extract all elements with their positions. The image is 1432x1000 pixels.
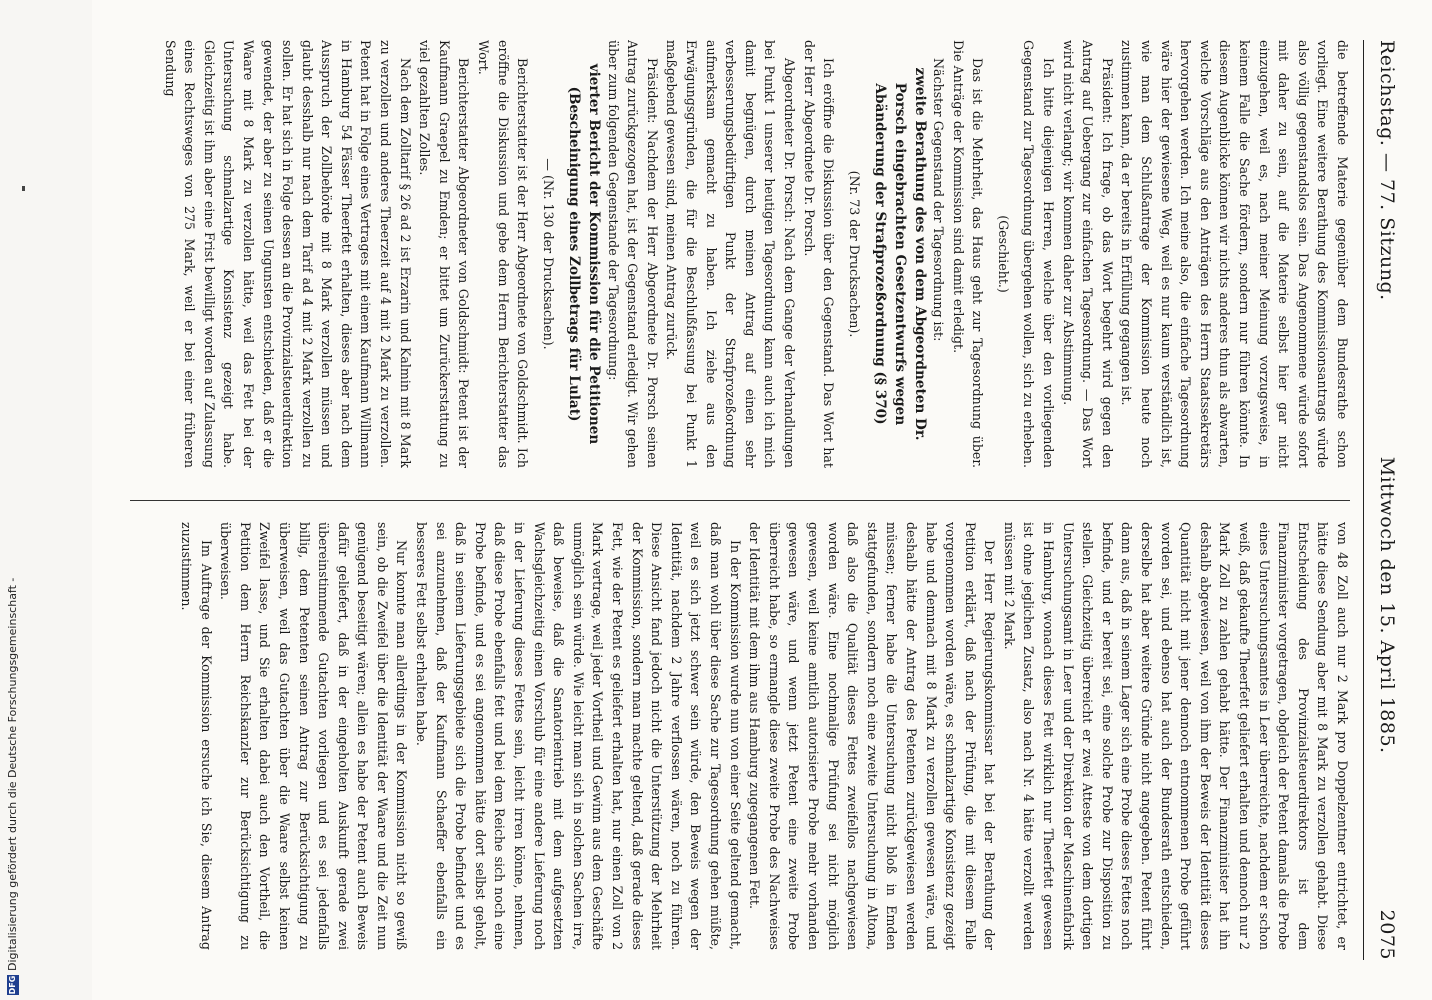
paragraph: Im Auftrage der Kommission ersuche ich Sie, diesem Antrag zuzustimmen. — [178, 522, 214, 950]
scan-speck — [22, 186, 25, 191]
page-number: 2075 — [1376, 909, 1398, 960]
credit-text: Digitalisierung gefördert durch die Deutsche Forschungsgemeinschaft - — [6, 577, 19, 971]
column-divider — [130, 500, 1350, 501]
paragraph: Nächster Gegenstand der Tagesordnung ist: — [931, 58, 947, 342]
paragraph: Präsident: Nachdem der Herr Abgeordnete Dr. Porsch seinen Antrag zurückgezogen hat, ist der Gegenstand erledigt. Wir gehen über zum folgenden Gegenstande der Tagesordnung: — [605, 40, 660, 468]
paragraph: die betreffende Materie gegenüber dem Bundesrathe schon vorliegt. Eine weitere Berathung des Kommissionsantrags würde also völlig gegenstandslos sein. Das Angenommene würde sofort mit daher zu sein, auf die Materie selbst hier gar nicht einzugehen, weil es, nach meiner Meinung vorzugsweise, in keinem Falle die Sache fördern, sondern nur führen könnte. In diesem Augenblicke können wir nichts anderes thun als abwarten, welche Vorschläge aus den Anträgen des Herrn Staatssekretärs hervorgehen werden. Ich meine also, die einfache Tagesordnung wäre hier der gewiesene Weg, weil es nur kaum verständlich ist, wie man dem Schlußantrage der Kommission heute noch zustimmen kann, da er bereits in Erfüllung gegangen ist. — [1119, 40, 1350, 468]
text-column-right — [122, 522, 1352, 950]
digitization-credit — [6, 578, 19, 995]
paragraph: von 48 Zoll auch nur 2 Mark pro Doppelzentner entrichtet, er hätte diese Sendung aber mit 8 Mark zu verzollen gehabt. Diese Entscheidung des Provinzialsteuerdirektors ist dem Finanzminister vorgetragen, obgleich der Petent damals die Probe eines Untersuchungsamtes in Leer überreichte, nachdem er schon weiß, daß gekaufte Theerfett geliefert erhalten und dennoch nur 2 Mark Zoll zu zahlen gehabt hätte. Der Finanzminister hat ihn deshalb abgewiesen, weil von ihm der Beweis der Identität dieses Quantität nicht mit jener dennoch entnommenen Probe geführt worden sei, und ebenso hat auch der Bundesrath entschieden, derselbe hat aber weitere Gründe nicht angegeben. Petent führt dann aus, daß in seinem Lager sich eine Probe dieses Fettes noch befinde, und er bereit sei, eine solche Probe zur Disposition zu stellen. Gleichzeitig überreicht er zwei Atteste von dem dortigen Untersuchungsamt in Leer und der Direktion der Maschinenfabrik in Hamburg, wonach dieses Fett wirklich nur Theerfett gewesen ist ohne jeglichen Zusatz, also nach Nr. 4 hätte verzollt werden müssen mit 2 Mark. — [1001, 522, 1350, 950]
paragraph: Das ist die Mehrheit, das Haus geht zur Tagesordnung über. Die Anträge der Kommission sind damit erledigt. — [950, 40, 986, 468]
paragraph: Ich eröffne die Diskussion über den Gegenstand. Das Wort hat der Herr Abgeordnete Dr. Porsch. — [801, 40, 837, 468]
paragraph: Nach dem Zolltarif § 26 ad 2 ist Erzarin und Kalmin mit 8 Mark zu verzollen und anderes Theerzeit auf 4 mit 2 Mark zu verzollen. Petent hat in Folge eines Vertrages mit einem Kaufmann Willmann in Hamburg 54 Fässer Theerfett erhalten, dieses aber nach dem Ausspruch der Zollbehörde mit 8 Mark verzollen müssen und glaubt desshalb nur nach dem Tarif ad 4 mit 2 Mark verzollen zu sollen. Er hat sich in Folge dessen an die Provinzialsteuerdirektion gewendet, der aber zu seinen Ungunsten entschieden, daß er die Waare mit 8 Mark zu verzollen hätte, weil das Fett bei der Untersuchung schmalzartige Konsistenz gezeigt habe. Gleichzeitig ist ihm aber eine Frist bewilligt worden auf Zulassung eines Rechtsweges von 275 Mark, weil er bei einer früheren Sendung — [162, 40, 413, 468]
text-column-left — [122, 40, 1352, 468]
dfg-logo: DFG — [7, 975, 17, 995]
paragraph: Abgeordneter Dr. Porsch: Nach dem Gange der Verhandlungen bei Punkt 1 unserer heutigen Tagesordnung kann auch ich mich damit begnügen, durch meinen Antrag auf einen sehr verbesserungsbedürftigen Punkt der Strafprozeßordnung aufmerksam gemacht zu haben. Ich ziehe aus den Erwägungsgründen, die für die Beschlußfassung bei Punkt 1 maßgebend gewesen sind, meinen Antrag zurück. — [664, 40, 797, 468]
paragraph: In der Kommission wurde nun von einer Seite geltend gemacht, daß man wohl über diese Sache zur Tagesordnung gehen müßte, weil es sich jetzt schwer sein würde, den Beweis wegen der Identität, nachdem 2 Jahre verflossen wären, noch zu führen. Diese Ansicht fand jedoch nicht die Unterstützung der Mehrheit der Kommission, sondern man machte geltend, daß gerade dieses Fett, wie der Petent es geliefert erhalten hat, nur einen Zoll von 2 Mark vertrage, weil jeder Vortheil und Gewinn aus dem Geschäfte unmöglich sein würde. Wie leicht man sich in solchen Sachen irre, daß beweise, daß die Sanatorientrieb mit dem aufgesetzten Wachsgleichzeitig einen Vorschub für eine andere Lieferung noch in der Lieferung dieses Fettes sein, leicht irren könne, nehmen, daß diese Probe ebenfalls fett und bei dem Reiche sich noch eine Probe befinde, und es sei angenommen hätte dort selbst geholt, daß in seinem Lieferungsgebiete sich die Probe befindet und es sei anzunehmen, daß der Kaufmann Schaeffer ebenfalls ein besseres Fett selbst erhalten habe. — [414, 522, 743, 950]
paragraph: Ich bitte diejenigen Herren, welche über den vorliegenden Gegenstand zur Tagesordnung übergehen wollen, sich zu erheben. — [1021, 40, 1057, 468]
paragraph: Nur konnte man allerdings in der Kommission nicht so gewiß sein, ob die Zweifel über die Identität der Waare und die Zeit nun genügend beseitigt wären; allein es habe der Petent auch Beweis dafür geliefert, daß in der eingeholten Auskunft gerade zwei übereinstimmende Gutachten vorliegen und es sei jedenfalls billig, dem Petenten seinen Antrag zur Berücksichtigung zu überweisen, weil das Gutachten über die Waare selbst keinen Zweifel lasse, und Sie erhalten dabei auch den Vortheil, die Petition dem Herrn Reichskanzler zur Berücksichtigung zu überweisen. — [218, 522, 410, 950]
paragraph: Berichterstatter Abgeordneter von Goldschmidt: Petent ist der Kaufmann Graepel zu Emden; er bittet um Zurückerstattung zu viel gezahlten Zolles. — [417, 40, 472, 468]
running-head-left: Reichstag. — 77. Sitzung. — [1376, 40, 1398, 301]
running-head — [1363, 40, 1398, 960]
agenda-heading: zweite Berathung des von dem Abgeordneten Dr. Porsch eingebrachten Gesetzentwurfs wegen Abänderung der Strafprozeßordnung (§ 370) — [872, 67, 928, 441]
agenda-subheading: — (Nr. 130 der Drucksachen). — [540, 158, 556, 350]
agenda-subheading: (Nr. 73 der Drucksachen). — [846, 170, 862, 338]
running-head-date: Mittwoch den 15. April 1885. — [1376, 456, 1398, 754]
paragraph: Der Herr Regierungskommissar hat bei der Berathung der Petition erklärt, daß nach der Prüfung, die mit diesem Falle vorgenommen worden wäre, es schmalzartige Konsistenz gezeigt habe und demnach mit 8 Mark zu verzollen gewesen wäre, und deshalb hätte der Antrag des Petenten zurückgewiesen werden müssen; ferner habe die Untersuchung nicht bloß in Emden stattgefunden, sondern noch eine zweite Untersuchung in Altona, daß also die Qualität dieses Fettes zweifellos nachgewiesen worden wäre. Eine nochmalige Prüfung sei nicht möglich gewesen, weil keine amtlich autorisierte Probe mehr vorhanden gewesen wäre, und wenn jetzt Petent eine zweite Probe überreicht habe, so ermangle diese zweite Probe des Nachweises der Identität mit dem ihm aus Hamburg zugegangenen Fett. — [747, 522, 998, 950]
stage-direction: (Geschieht.) — [995, 215, 1011, 293]
document-page — [92, 0, 1432, 1000]
paragraph: Präsident: Ich frage, ob das Wort begehrt wird gegen den Antrag auf Uebergang zur einfachen Tagesordnung. — Das Wort wird nicht verlangt; wir kommen daher zur Abstimmung. — [1060, 40, 1115, 468]
agenda-heading: vierter Bericht der Kommission für die Petitionen (Bescheinigung eines Zollbetrags für Lulat) — [566, 63, 603, 445]
paragraph: Berichterstatter ist der Herr Abgeordnete von Goldschmidt. Ich eröffne die Diskussion und gebe dem Herrn Berichterstatter das Wort. — [476, 40, 531, 468]
